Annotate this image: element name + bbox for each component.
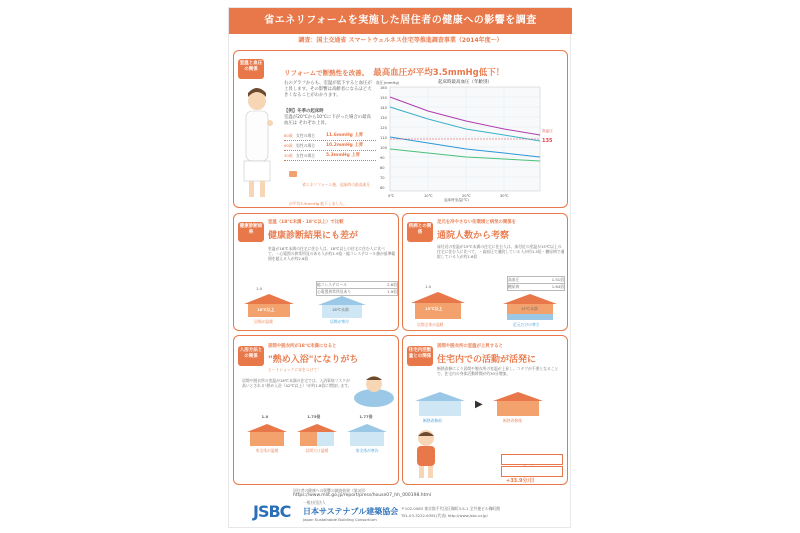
section2-body: 室温が18℃未満の住宅に住む人は、18℃以上の住宅に住む人に比べて、・心電図の異常所見のある人が約1.9倍・総コレステロール値が基準範囲を超える人が約2.6倍: [268, 246, 396, 261]
section-health-checkup: 健康診断結果 室温（18℃未満・18℃以上）で比較 健康診断結果にも差が 室温が18℃未満の住宅に住む人は、18℃以上の住宅に住む人に比べて、・心電図の異常所見のある人が約1.9倍・総コレステロール値が基準範囲を超える人が約2.6倍 総コレステロール 2.6倍 心電図異常所見あり 1.9倍 1.0 18℃以上 居間が温暖 18℃未満 居間が寒冷: [233, 213, 399, 331]
section-bathing: 入浴方法との関係 居間や脱衣所が18℃未満になると "熱め入浴"になりがち ヒートショックに気をつけて！ 居間や脱衣所の室温が18℃未満の住宅では、入浴事故リスクが高いとされる"熱め入浴（42℃以上）"が約1.8倍に増加します。 1.0 1.75倍 1.77倍 家全体が温暖 居間だけ温暖 家全体が寒冷: [233, 335, 399, 485]
section1-headline-b: 最高血圧が平均3.5mmHg低下！: [373, 68, 505, 78]
section4-headline: "熱め入浴"になりがち: [268, 355, 359, 365]
section1-tag: 室温と血圧の関係: [238, 59, 264, 79]
section-illness: 疾病との関係 足元を冷やさない住環境と病気の関係を 通院人数から考察 床付近の室温が15℃未満の住宅に住む人は、床付近の室温が15℃以上の住宅に住む人に比べて、・高血圧で通院している人が約1.5倍・糖尿病で通院している人が約1.6倍 高血圧 1.51倍 糖尿病 1.64倍 1.0 15℃以上 居間全体が温暖 15℃未満 足元だけの寒さ: [402, 213, 568, 331]
svg-text:60: 60: [380, 186, 385, 190]
org-english: Japan Sustainable Building Consortium: [303, 517, 377, 522]
nurse-illustration: [236, 83, 278, 203]
svg-text:0℃: 0℃: [388, 194, 395, 198]
footer-url[interactable]: https://www.mlit.go.jp/report/press/house07_hh_000198.html: [293, 493, 432, 498]
section5-headline: 住宅内での活動が活発に: [437, 355, 537, 365]
arrow-right-icon: ▶: [475, 399, 483, 410]
section4-subhead: ヒートショックに気をつけて！: [268, 367, 321, 372]
org-address: 〒102-0083 東京都千代田区麹町3-5-1 全共連ビル麹町館: [401, 506, 501, 511]
footer: [229, 498, 572, 529]
svg-text:80: 80: [380, 166, 385, 170]
chart-unit: 血圧(mmHg): [376, 80, 400, 85]
section3-lead: 足元を冷やさない住環境と病気の関係を: [437, 220, 517, 225]
section3-body: 床付近の室温が15℃未満の住宅に住む人は、床付近の室温が15℃以上の住宅に住む人に比べて、・高血圧で通院している人が約1.5倍・糖尿病で通院している人が約1.6倍: [437, 244, 565, 259]
activity-gain-2: +33.9分/日: [506, 478, 535, 484]
before-house-icon: [415, 392, 465, 416]
section1-body: 右のグラフからも、室温が低下すると血圧が上昇します。その影響は高齢者になるほど大きくなることがわかります。: [284, 81, 372, 98]
after-house-icon: [493, 392, 543, 416]
svg-text:100: 100: [380, 146, 387, 150]
svg-text:150: 150: [380, 96, 387, 100]
stat-diabetes: 糖尿病 1.64倍: [508, 284, 564, 289]
section2-lead: 室温（18℃未満・18℃以上）で比較: [268, 220, 344, 225]
svg-text:135: 135: [542, 138, 553, 144]
chart-title: 起床時最高血圧（年齢別）: [438, 80, 492, 85]
stat-cholesterol: 総コレステロール 2.6倍: [317, 282, 397, 287]
svg-text:130: 130: [380, 116, 387, 120]
svg-text:110: 110: [380, 136, 387, 140]
section4-lead: 居間や脱衣所が18℃未満になると: [268, 344, 337, 349]
section1-example-label: 【例】冬季の起床時: [284, 109, 324, 114]
section2-headline: 健康診断結果にも差が: [268, 231, 359, 241]
org-prefix: 一般社団法人: [303, 500, 326, 505]
section2-tag: 健康診断結果: [238, 222, 264, 242]
svg-text:160: 160: [380, 86, 387, 90]
org-name: 日本サステナブル建築協会: [303, 507, 399, 516]
svg-text:90: 90: [380, 156, 385, 160]
bathing-person-illustration: [352, 370, 396, 408]
org-tel: TEL.03-3222-6391(代表) http://www.jsbc.or.jp/: [401, 513, 488, 518]
section5-lead: 居間や脱衣所の室温が上昇すると: [437, 344, 503, 349]
section-activity: [402, 335, 568, 485]
svg-text:140: 140: [380, 106, 387, 110]
before-label: 断熱改修前: [423, 418, 442, 423]
house-living-warm-icon: [297, 424, 337, 446]
house-all-cold-icon: [347, 424, 387, 446]
svg-text:高血圧: 高血圧: [542, 129, 553, 133]
svg-text:20℃: 20℃: [462, 194, 471, 198]
jsbc-logo: JSBC: [253, 502, 291, 521]
page-title: 省エネリフォームを実施した居住者の健康への影響を調査: [229, 8, 572, 34]
section4-body: 居間や脱衣所の室温が18℃未満の住宅では、入浴事故リスクが高いとされる"熱め入浴（42℃以上）"が約1.8倍に増加します。: [242, 378, 352, 388]
section1-note: 省エネリフォーム後、起床時の最高血圧が平均3.5mmHg 低下しました。: [289, 182, 371, 206]
warm-house-icon: [244, 294, 294, 318]
svg-text:30℃: 30℃: [500, 194, 509, 198]
bp-chart: [374, 77, 566, 203]
infographic-sheet: [228, 7, 571, 528]
section5-body: 断熱改修により居間や脱衣所の室温が上昇し、コタツが不要となることで、住宅内の身体活動時間が約30分増加。: [437, 366, 559, 376]
stat-hypertension: 高血圧 1.51倍: [508, 277, 564, 282]
bp-rise-table: [284, 131, 376, 161]
section3-tag: 疾病との関係: [407, 222, 433, 242]
footer-note: 居住者の健康への影響の調査結果（第3回）: [293, 488, 368, 493]
svg-text:120: 120: [380, 126, 387, 130]
section3-headline: 通院人数から考察: [437, 231, 510, 241]
stat-ecg: 心電図異常所見あり 1.9倍: [317, 289, 397, 294]
section1-example-text: 室温が20℃から10℃に下がった場合の最高血圧は それぞれ上昇。: [284, 115, 371, 126]
section-blood-pressure: [233, 50, 568, 208]
bp-row: 30歳 女性の場合 5.3mmHg 上昇: [284, 151, 376, 161]
house-all-warm-icon: [247, 424, 287, 446]
section4-tag: 入浴方法との関係: [238, 346, 264, 366]
section1-headline-a: リフォームで断熱性を改善。: [284, 69, 369, 77]
bp-row: 60歳 男性の場合 10.2mmHg 上昇: [284, 141, 376, 151]
svg-text:70: 70: [380, 176, 385, 180]
child-illustration: [409, 428, 443, 480]
svg-text:10℃: 10℃: [424, 194, 433, 198]
section5-tag: 住宅内活動量との関係: [407, 346, 433, 366]
bp-row: 80歳 女性の場合 11.6mmHg 上昇: [284, 131, 376, 141]
after-label: 断熱改修後: [503, 418, 522, 423]
page-subtitle: 調査：国土交通省 スマートウェルネス住宅等推進調査事業（2014年度〜）: [298, 37, 503, 44]
chart-xlabel: 起床時室温(℃): [444, 198, 469, 202]
warning-icon: [289, 171, 297, 177]
